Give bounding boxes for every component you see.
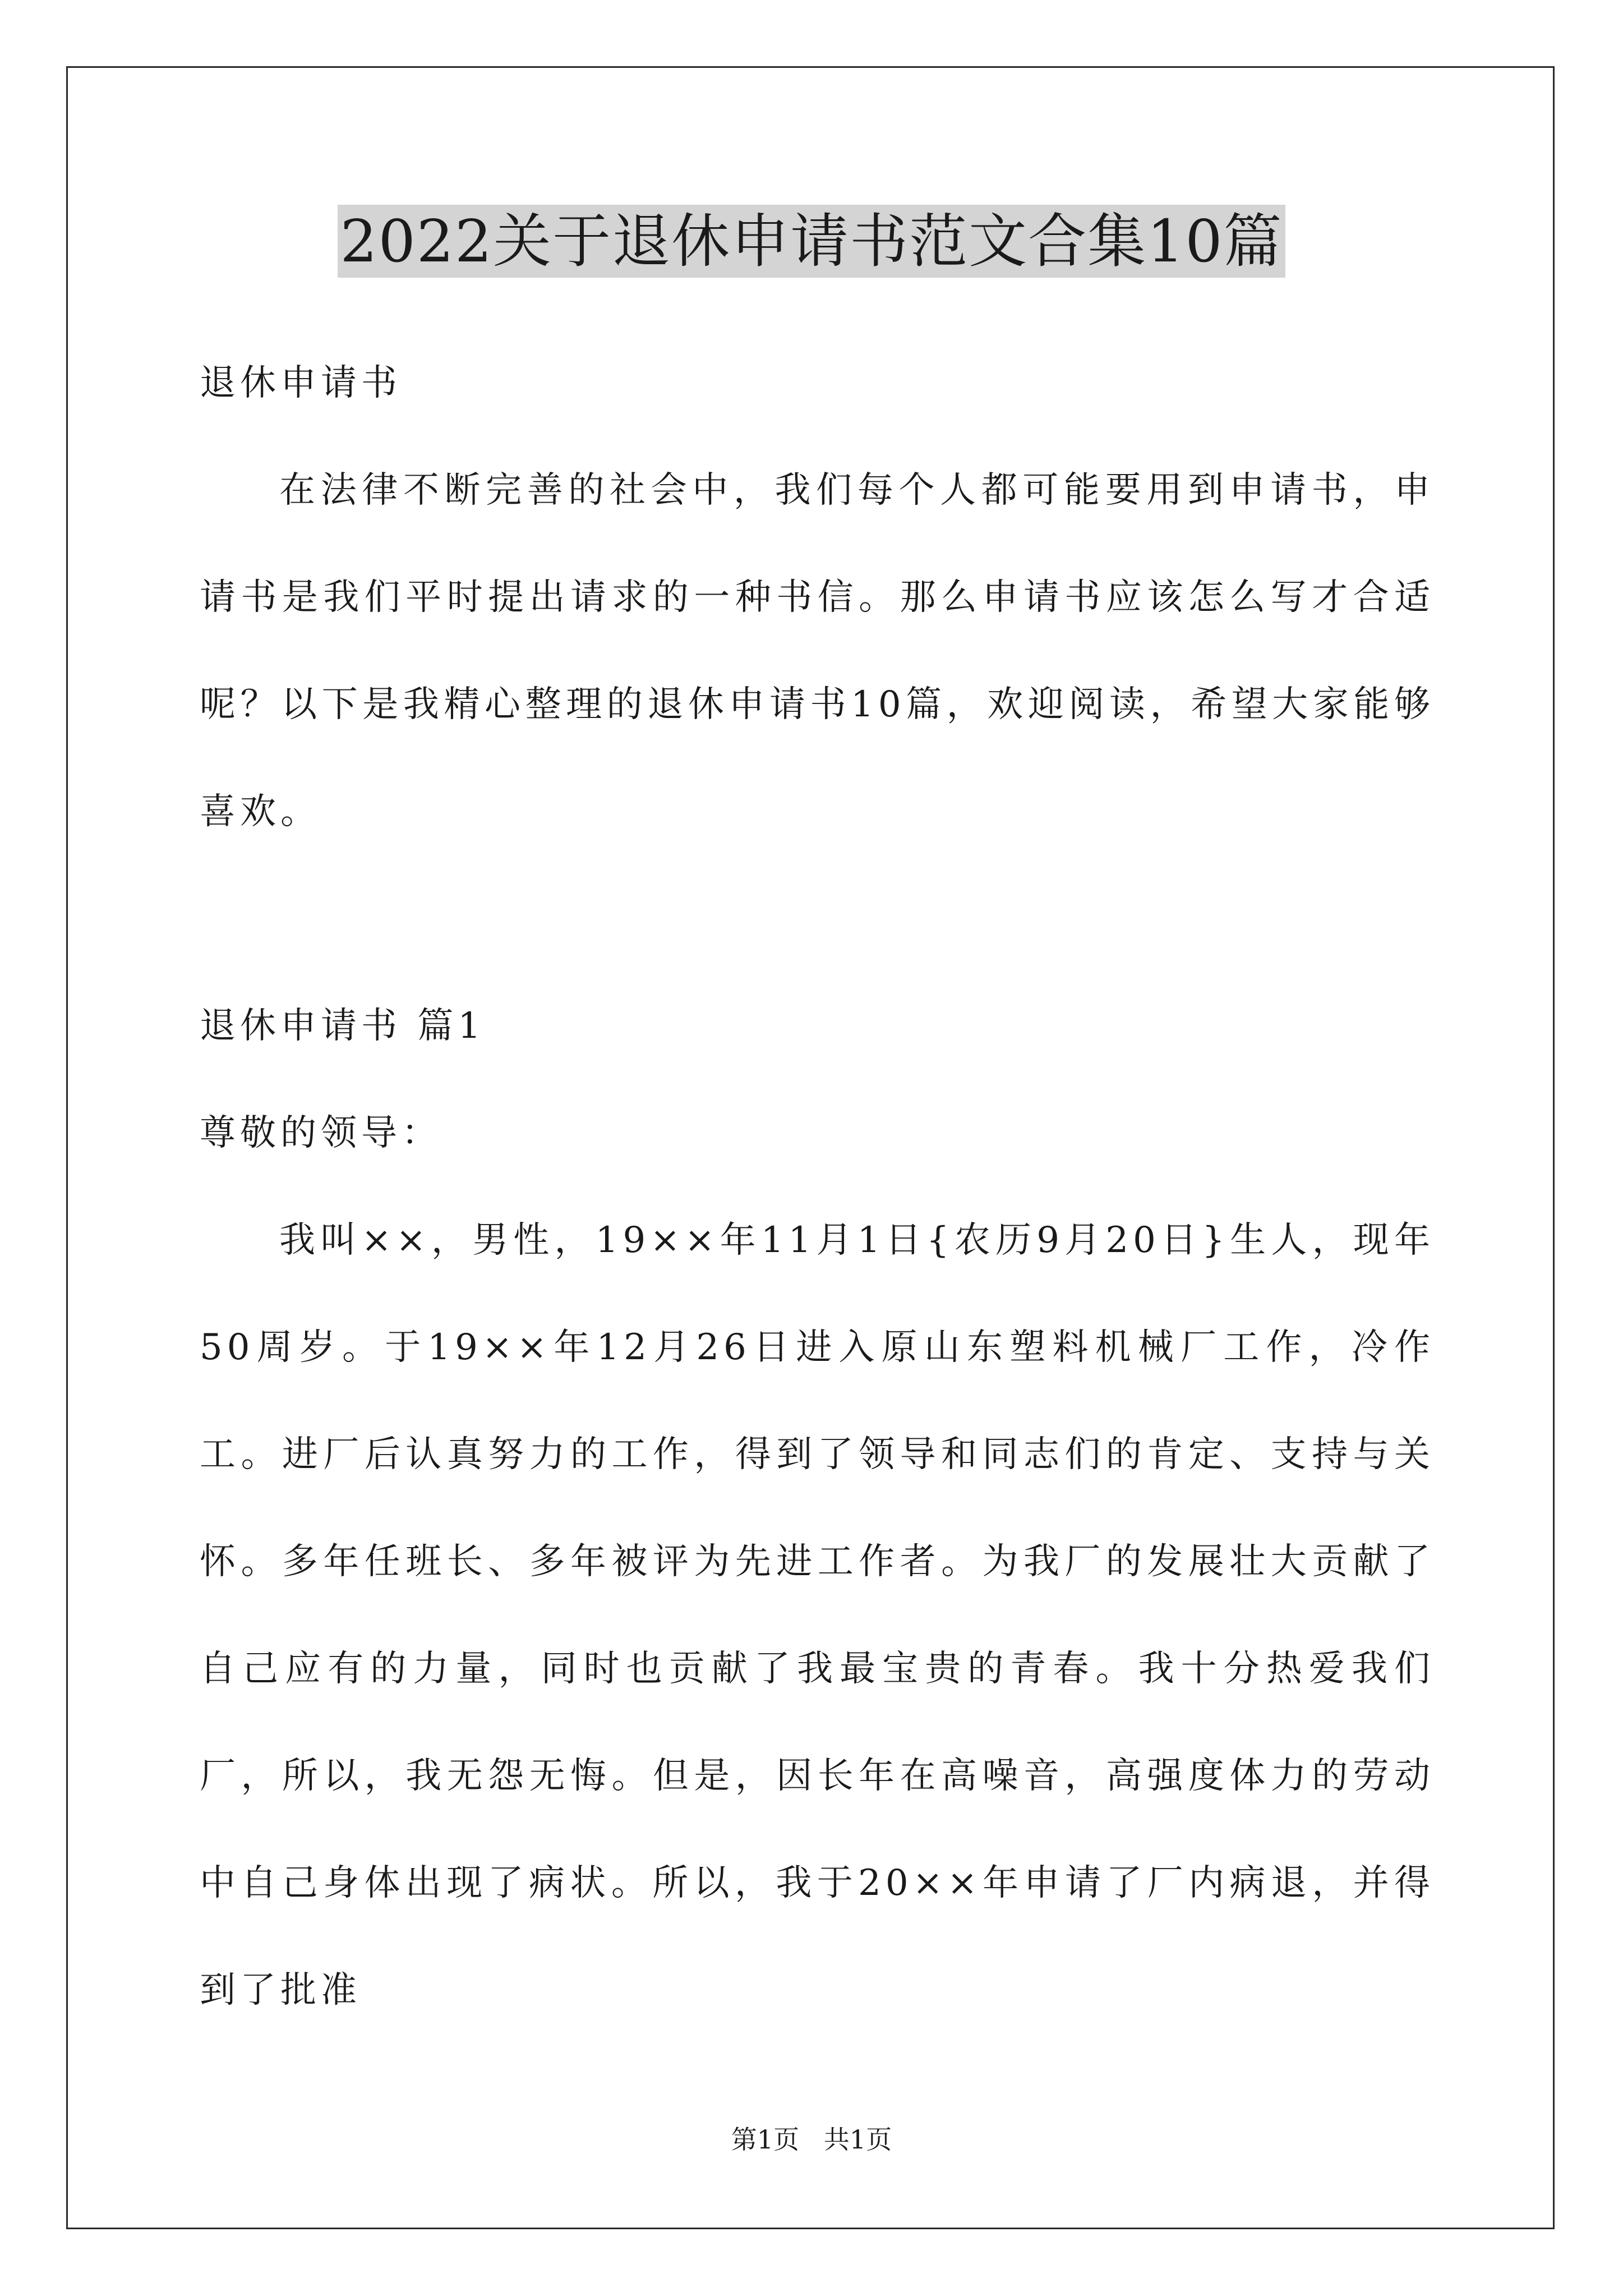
intro-paragraph: 在法律不断完善的社会中，我们每个人都可能要用到申请书，申请书是我们平时提出请求的一种书信。那么申请书应该怎么写才合适呢？以下是我精心整理的退休申请书10篇，欢迎阅读，希望大家能够喜欢。: [200, 470, 1435, 832]
page-footer: 第1页 共1页: [731, 2124, 892, 2155]
document-title: 2022关于退休申请书范文合集10篇: [338, 205, 1285, 278]
section-heading: 退休申请书 篇1: [200, 1005, 486, 1047]
salutation: 尊敬的领导：: [200, 1112, 442, 1154]
intro-heading: 退休申请书: [200, 362, 402, 404]
document-body: [200, 330, 1435, 2044]
body-paragraph: 我叫××，男性，19××年11月1日{农历9月20日}生人，现年50周岁。于19××年12月26日进入原山东塑料机械厂工作，冷作工。进厂后认真努力的工作，得到了领导和同志们的肯定、支持与关怀。多年任班长、多年被评为先进工作者。为我厂的发展壮大贡献了自己应有的力量，同时也贡献了我最宝贵的青春。我十分热爱我们厂，所以，我无怨无悔。但是，因长年在高噪音，高强度体力的劳动中自己身体出现了病状。所以，我于20××年申请了厂内病退，并得到了批准: [200, 1220, 1435, 2011]
title-container: [0, 205, 1623, 278]
